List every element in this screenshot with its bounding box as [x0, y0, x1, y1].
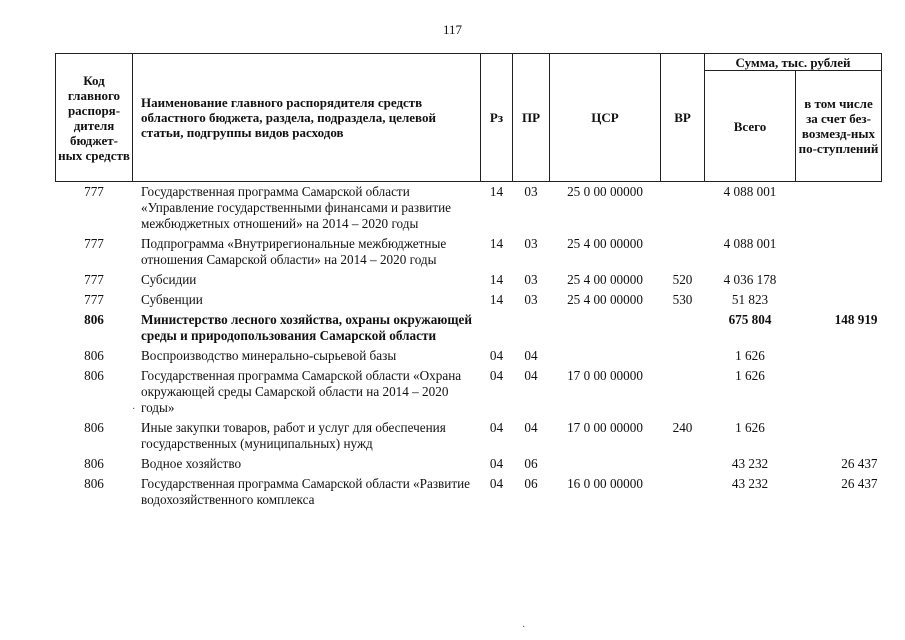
- row-csr: [550, 308, 661, 344]
- row-free: [796, 364, 882, 416]
- header-code: Код главного распоря-дителя бюджет-ных средств: [56, 54, 133, 182]
- table-body: [56, 182, 882, 509]
- row-code: 777: [84, 184, 104, 199]
- row-total: 51 823: [731, 292, 769, 307]
- row-free: 26 437: [841, 456, 878, 471]
- row-free: [796, 416, 882, 452]
- row-pr: [513, 308, 550, 344]
- row-vr: [661, 308, 705, 344]
- row-name: Субвенции: [141, 292, 203, 307]
- row-free: [796, 182, 882, 233]
- row-vr: [661, 344, 705, 364]
- row-free: 26 437: [841, 476, 878, 491]
- row-free: 148 919: [834, 312, 878, 327]
- row-rz: 04: [489, 368, 504, 383]
- header-csr: ЦСР: [550, 54, 661, 182]
- row-code: 806: [84, 476, 104, 491]
- row-rz: 04: [489, 456, 504, 471]
- row-csr: 17 0 00 00000: [567, 368, 643, 383]
- table-row: [56, 472, 882, 508]
- row-name: Государственная программа Самарской области «Развитие водохозяйственного комплекса: [141, 476, 471, 507]
- row-pr: 04: [524, 368, 538, 383]
- row-rz: 04: [489, 348, 504, 363]
- scan-dot: ·: [132, 404, 136, 415]
- row-code: 806: [84, 456, 104, 471]
- row-rz: 14: [489, 292, 504, 307]
- row-csr: 17 0 00 00000: [567, 420, 643, 435]
- row-name: Государственная программа Самарской области «Охрана окружающей среды Самарской области на 2014 – 2020 годы»: [141, 368, 462, 415]
- row-rz: 14: [489, 272, 504, 287]
- row-code: 806: [84, 348, 104, 363]
- row-code: 777: [84, 236, 104, 251]
- row-name: Иные закупки товаров, работ и услуг для обеспечения государственных (муниципальных) нужд: [141, 420, 446, 451]
- row-name: Субсидии: [141, 272, 197, 287]
- header-sum-group: Сумма, тыс. рублей: [705, 54, 882, 71]
- row-pr: 04: [524, 420, 538, 435]
- row-vr: [661, 364, 705, 416]
- table-row: [56, 452, 882, 472]
- header-total: Всего: [705, 71, 796, 182]
- row-csr: 25 4 00 00000: [567, 292, 643, 307]
- row-code: 806: [84, 368, 104, 383]
- row-total: 1 626: [735, 348, 765, 363]
- table-row: [56, 344, 882, 364]
- row-csr: 25 4 00 00000: [567, 272, 643, 287]
- row-total: 43 232: [731, 456, 769, 471]
- row-free: [796, 344, 882, 364]
- row-pr: 03: [524, 184, 538, 199]
- row-rz: [481, 308, 513, 344]
- table-row: [56, 416, 882, 452]
- row-vr: [661, 472, 705, 508]
- header-vr: ВР: [661, 54, 705, 182]
- row-total: 4 088 001: [723, 236, 777, 251]
- row-pr: 06: [524, 476, 538, 491]
- scan-dot: ·: [522, 622, 526, 633]
- row-rz: 14: [489, 184, 504, 199]
- budget-table: [55, 53, 882, 508]
- header-rz: Рз: [481, 54, 513, 182]
- row-pr: 04: [524, 348, 538, 363]
- row-name: Водное хозяйство: [141, 456, 242, 471]
- row-name: Государственная программа Самарской области «Управление государственными финансами и развитие межбюджетных отношений» на 2014 – 2020 годы: [141, 184, 452, 231]
- table-header: [56, 54, 882, 182]
- row-pr: 06: [524, 456, 538, 471]
- row-csr: [550, 452, 661, 472]
- row-vr: [661, 232, 705, 268]
- row-code: 806: [84, 420, 104, 435]
- header-pr: ПР: [513, 54, 550, 182]
- row-name: Министерство лесного хозяйства, охраны окружающей среды и природопользования Самарской области: [141, 312, 472, 343]
- row-vr: 530: [672, 292, 693, 307]
- table-row: [56, 364, 882, 416]
- row-pr: 03: [524, 236, 538, 251]
- row-vr: 520: [672, 272, 693, 287]
- row-vr: 240: [672, 420, 693, 435]
- page-number: 117: [442, 22, 463, 37]
- header-name: Наименование главного распорядителя средств областного бюджета, раздела, подраздела, целевой статьи, подгруппы видов расходов: [133, 54, 481, 182]
- row-code: 777: [84, 272, 104, 287]
- row-csr: [550, 344, 661, 364]
- header-free: в том числе за счет без-возмезд-ных по-ступлений: [796, 71, 882, 182]
- table-row: [56, 288, 882, 308]
- row-name: Воспроизводство минерально-сырьевой базы: [141, 348, 397, 363]
- row-rz: 04: [489, 476, 504, 491]
- row-total: 1 626: [735, 420, 765, 435]
- row-code: 777: [84, 292, 104, 307]
- table-row: [56, 232, 882, 268]
- table-row: [56, 268, 882, 288]
- row-csr: 25 4 00 00000: [567, 236, 643, 251]
- row-total: 43 232: [731, 476, 769, 491]
- row-csr: 16 0 00 00000: [567, 476, 643, 491]
- row-pr: 03: [524, 292, 538, 307]
- row-total: 4 036 178: [723, 272, 777, 287]
- row-rz: 04: [489, 420, 504, 435]
- row-free: [796, 232, 882, 268]
- row-total: 4 088 001: [723, 184, 777, 199]
- row-csr: 25 0 00 00000: [567, 184, 643, 199]
- row-code: 806: [84, 312, 104, 327]
- row-rz: 14: [489, 236, 504, 251]
- table-row: [56, 182, 882, 233]
- row-pr: 03: [524, 272, 538, 287]
- row-free: [796, 288, 882, 308]
- row-name: Подпрограмма «Внутрирегиональные межбюджетные отношения Самарской области» на 2014 – 2020 годы: [141, 236, 447, 267]
- row-vr: [661, 182, 705, 233]
- table-row: [56, 308, 882, 344]
- row-vr: [661, 452, 705, 472]
- row-total: 1 626: [735, 368, 765, 383]
- row-free: [796, 268, 882, 288]
- row-total: 675 804: [728, 312, 772, 327]
